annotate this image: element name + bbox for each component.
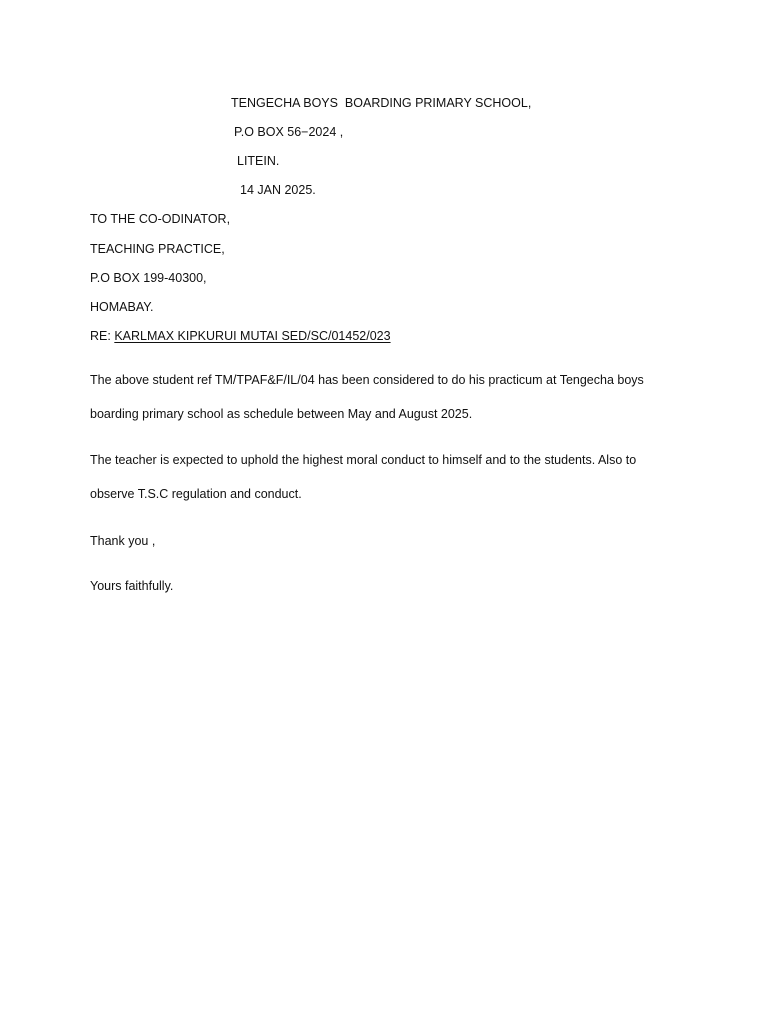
paragraph-placement: The above student ref TM/TPAF&F/IL/04 has been considered to do his practicum at Tengecha boys boarding primary school as schedule between May and August 2025. xyxy=(90,373,644,421)
closing-signoff: Yours faithfully. xyxy=(90,579,174,593)
paragraph-conduct: The teacher is expected to uphold the highest moral conduct to himself and to the students. Also to observe T.S.C regulation and conduct. xyxy=(90,453,637,501)
recipient-line-3: P.O BOX 199-40300, xyxy=(90,271,207,285)
recipient-line-4: HOMABAY. xyxy=(90,300,154,314)
sender-town: LITEIN. xyxy=(237,154,280,168)
recipient-line-2: TEACHING PRACTICE, xyxy=(90,242,225,256)
recipient-line-1: TO THE CO-ODINATOR, xyxy=(90,212,231,226)
subject-text: KARLMAX KIPKURUI MUTAI SED/SC/01452/023 xyxy=(114,329,391,343)
closing-thanks: Thank you , xyxy=(90,534,156,548)
sender-school: TENGECHA BOYS BOARDING PRIMARY SCHOOL, xyxy=(231,96,532,110)
sender-box: P.O BOX 56−2024 , xyxy=(234,125,344,139)
subject-prefix: RE: xyxy=(90,329,115,343)
subject-line xyxy=(90,328,391,344)
letter-date: 14 JAN 2025. xyxy=(240,183,316,197)
